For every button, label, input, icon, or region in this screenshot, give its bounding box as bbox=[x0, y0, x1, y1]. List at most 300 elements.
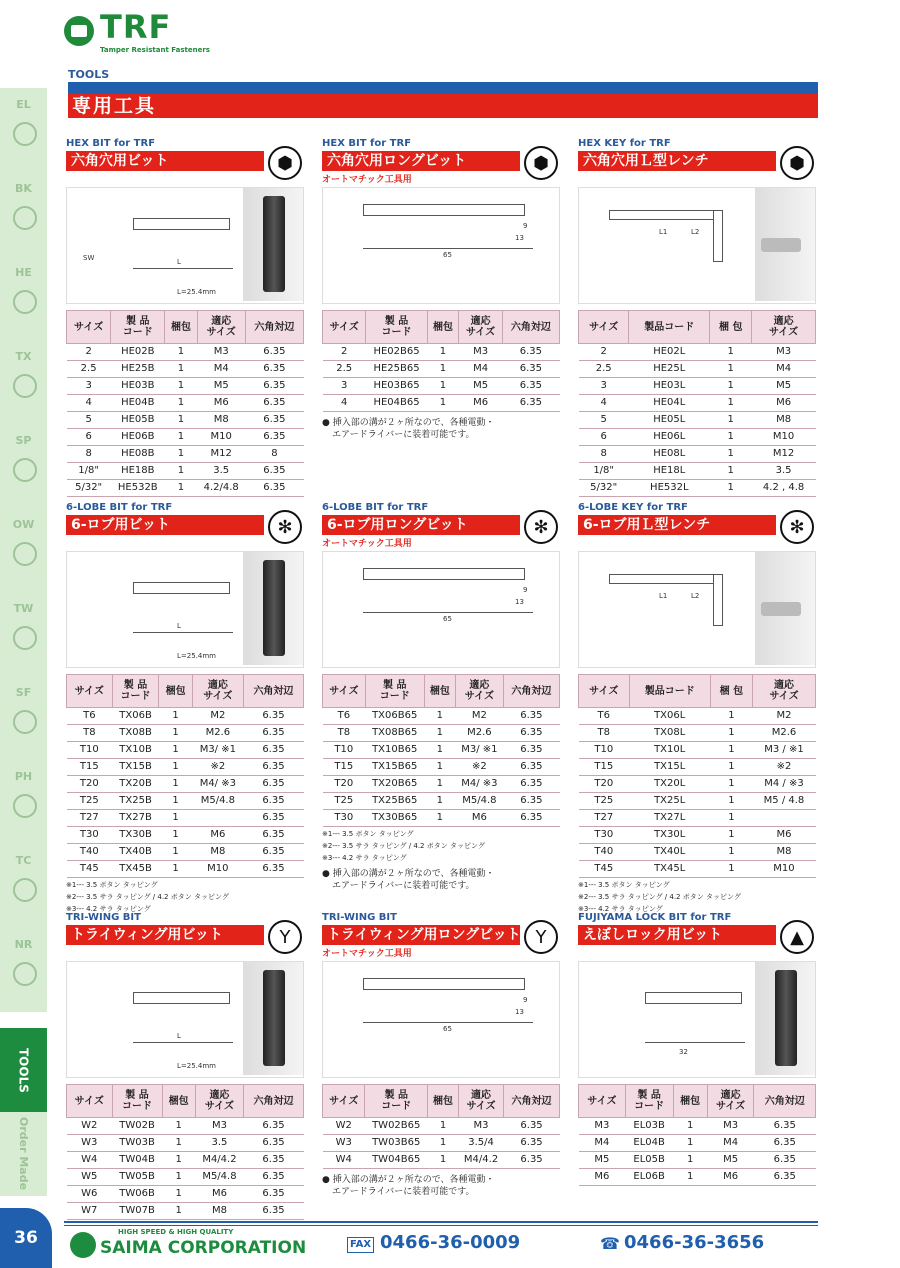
table-cell: M5 bbox=[459, 378, 502, 395]
table-row bbox=[579, 361, 816, 378]
table-cell: 1 bbox=[159, 776, 192, 793]
table-cell: 3 bbox=[323, 378, 366, 395]
table-cell: HE25B bbox=[111, 361, 165, 378]
table-cell: 2 bbox=[323, 344, 366, 361]
block-note: ● 挿入部の溝が２ヶ所なので、各種電動・ bbox=[322, 1175, 495, 1185]
footnote: ※2--- 3.5 サラ タッピング / 4.2 ボタン タッピング bbox=[66, 893, 229, 901]
table-header: サイズ bbox=[579, 1085, 626, 1118]
table-row bbox=[579, 810, 816, 827]
table-cell: 3.5 bbox=[752, 463, 816, 480]
table-cell: TX15B65 bbox=[365, 759, 424, 776]
table-cell: M2.6 bbox=[192, 725, 243, 742]
table-cell: 1 bbox=[673, 1135, 707, 1152]
hex-socket-icon: ⬢ bbox=[780, 146, 814, 180]
footer-company: SAIMA CORPORATION bbox=[100, 1238, 307, 1258]
table-cell: 1 bbox=[710, 344, 752, 361]
table-cell: 1 bbox=[710, 480, 752, 497]
table-cell: M4 bbox=[459, 361, 502, 378]
table-row bbox=[67, 446, 304, 463]
table-cell: 2.5 bbox=[67, 361, 111, 378]
table-cell: M3 bbox=[707, 1118, 754, 1135]
side-tab-4[interactable] bbox=[0, 424, 47, 510]
table-row bbox=[67, 480, 304, 497]
table-cell: 6.35 bbox=[243, 810, 303, 827]
table-cell: HE532L bbox=[629, 480, 710, 497]
product-photo bbox=[755, 552, 815, 665]
table-row bbox=[579, 1152, 816, 1169]
table-row bbox=[67, 844, 304, 861]
table-cell: 6.35 bbox=[502, 361, 559, 378]
table-header: 製品コード bbox=[629, 311, 710, 344]
table-cell: 6.35 bbox=[243, 759, 303, 776]
table-header: 適応 サイズ bbox=[459, 1085, 504, 1118]
dim-label: 13 bbox=[515, 598, 524, 606]
table-row bbox=[579, 742, 816, 759]
table-cell: M10 bbox=[192, 861, 243, 878]
table-cell: TX08B bbox=[112, 725, 159, 742]
product-photo bbox=[755, 962, 815, 1075]
table-cell: 1 bbox=[710, 742, 752, 759]
block-title-bar bbox=[66, 925, 264, 945]
table-cell: EL05B bbox=[625, 1152, 673, 1169]
table-cell: 1 bbox=[427, 361, 459, 378]
footnote: ※1--- 3.5 ボタン タッピング bbox=[578, 881, 670, 889]
telephone-icon: ☎ bbox=[600, 1234, 620, 1253]
table-cell: 1 bbox=[673, 1152, 707, 1169]
side-tab-1[interactable] bbox=[0, 172, 47, 258]
block-subtitle: オートマチック工具用 bbox=[322, 175, 412, 185]
table-cell: TX25B65 bbox=[365, 793, 424, 810]
side-tab-6[interactable] bbox=[0, 592, 47, 678]
table-cell: 6.35 bbox=[754, 1135, 816, 1152]
dim-label: 65 bbox=[443, 1025, 452, 1033]
table-cell: TW02B bbox=[112, 1118, 162, 1135]
table-cell: M4 bbox=[707, 1135, 754, 1152]
table-cell: T15 bbox=[323, 759, 366, 776]
table-cell: M4 bbox=[752, 361, 816, 378]
table-cell: T20 bbox=[67, 776, 113, 793]
table-cell: ※2 bbox=[192, 759, 243, 776]
table-cell: HE04B65 bbox=[366, 395, 427, 412]
table-row bbox=[323, 776, 560, 793]
block-japanese-title: えぼしロック用ビット bbox=[583, 927, 723, 943]
table-row bbox=[67, 1118, 304, 1135]
table-cell: M12 bbox=[752, 446, 816, 463]
table-cell: 3 bbox=[67, 378, 111, 395]
table-header: 適応 サイズ bbox=[195, 1085, 243, 1118]
table-cell: HE05B bbox=[111, 412, 165, 429]
table-cell: HE18L bbox=[629, 463, 710, 480]
table-header: 製 品 コード bbox=[111, 311, 165, 344]
table-header: 六角対辺 bbox=[754, 1085, 816, 1118]
side-tab-9[interactable] bbox=[0, 844, 47, 930]
table-cell: M6 bbox=[707, 1169, 754, 1186]
spec-table bbox=[66, 310, 304, 497]
table-row bbox=[323, 759, 560, 776]
table-header: 適応 サイズ bbox=[459, 311, 502, 344]
table-cell: 1 bbox=[165, 480, 197, 497]
block-subtitle bbox=[66, 946, 304, 958]
technical-drawing bbox=[322, 961, 560, 1078]
table-cell: W7 bbox=[67, 1203, 113, 1220]
table-cell: 1 bbox=[159, 759, 192, 776]
footnote: ※2--- 3.5 サラ タッピング / 4.2 ボタン タッピング bbox=[578, 893, 741, 901]
block-japanese-title: 6-ロブ用ビット bbox=[71, 517, 170, 533]
table-cell: 1 bbox=[427, 344, 459, 361]
table-cell: M5 bbox=[707, 1152, 754, 1169]
table-cell: 6.35 bbox=[243, 708, 303, 725]
table-cell: 1 bbox=[159, 810, 192, 827]
table-cell: T8 bbox=[323, 725, 366, 742]
table-row bbox=[579, 1135, 816, 1152]
table-cell: M4/4.2 bbox=[459, 1152, 504, 1169]
product-photo bbox=[243, 188, 303, 301]
table-cell: EL03B bbox=[625, 1118, 673, 1135]
table-cell: 4 bbox=[323, 395, 366, 412]
table-cell: M8 bbox=[192, 844, 243, 861]
table-row bbox=[323, 344, 560, 361]
spec-table bbox=[66, 1084, 304, 1220]
table-row bbox=[579, 725, 816, 742]
table-cell: 1 bbox=[159, 742, 192, 759]
product-block bbox=[578, 912, 816, 1186]
side-tab-10[interactable] bbox=[0, 928, 47, 1014]
block-subtitle bbox=[66, 172, 304, 184]
table-header: 製 品 コード bbox=[365, 1085, 428, 1118]
table-row bbox=[67, 742, 304, 759]
saima-logo-icon bbox=[70, 1232, 96, 1258]
block-title-bar bbox=[322, 925, 520, 945]
side-tab-8[interactable] bbox=[0, 760, 47, 846]
table-cell: 8 bbox=[67, 446, 111, 463]
table-cell: 3.5/4 bbox=[459, 1135, 504, 1152]
table-cell: 1 bbox=[162, 1203, 195, 1220]
six-lobe-icon: ✻ bbox=[268, 510, 302, 544]
table-cell: W6 bbox=[67, 1186, 113, 1203]
block-note: エアードライバーに装着可能です。 bbox=[332, 881, 475, 891]
screw-head-icon bbox=[13, 878, 37, 902]
dim-label: 13 bbox=[515, 1008, 524, 1016]
block-english-title: 6-LOBE KEY for TRF bbox=[578, 502, 688, 513]
table-cell: 3.5 bbox=[197, 463, 245, 480]
table-cell: 1 bbox=[427, 395, 459, 412]
table-row bbox=[579, 395, 816, 412]
table-cell: 1 bbox=[159, 861, 192, 878]
screw-head-icon bbox=[13, 206, 37, 230]
table-cell: M4/ ※3 bbox=[455, 776, 503, 793]
screw-head-icon bbox=[13, 710, 37, 734]
table-cell: M5/4.8 bbox=[195, 1169, 243, 1186]
table-cell: T8 bbox=[579, 725, 630, 742]
table-cell: 1 bbox=[710, 810, 752, 827]
table-cell: 1 bbox=[159, 793, 192, 810]
table-cell: M4/4.2 bbox=[195, 1152, 243, 1169]
side-tab-11[interactable] bbox=[0, 1028, 47, 1114]
table-cell: 1 bbox=[710, 378, 752, 395]
table-header: サイズ bbox=[323, 1085, 365, 1118]
table-header: 製品コード bbox=[629, 675, 710, 708]
table-cell: 6.35 bbox=[503, 793, 559, 810]
block-title-bar bbox=[578, 925, 776, 945]
footer-rule bbox=[64, 1221, 818, 1223]
table-cell: 1 bbox=[710, 429, 752, 446]
table-row bbox=[579, 759, 816, 776]
block-title-bar bbox=[66, 151, 264, 171]
footnote: ※1--- 3.5 ボタン タッピング bbox=[322, 830, 414, 838]
table-cell: T27 bbox=[579, 810, 630, 827]
block-note: ● 挿入部の溝が２ヶ所なので、各種電動・ bbox=[322, 869, 495, 879]
table-row bbox=[67, 412, 304, 429]
table-cell: 6.35 bbox=[504, 1152, 560, 1169]
spec-table bbox=[578, 674, 816, 878]
table-header: 製 品 コード bbox=[366, 311, 427, 344]
dim-label: L bbox=[177, 258, 181, 266]
table-cell: TX45B bbox=[112, 861, 159, 878]
table-cell: T20 bbox=[323, 776, 366, 793]
table-row bbox=[323, 1152, 560, 1169]
table-cell: 1 bbox=[710, 395, 752, 412]
table-cell: TX20L bbox=[629, 776, 710, 793]
technical-drawing bbox=[66, 551, 304, 668]
table-cell: TW03B bbox=[112, 1135, 162, 1152]
table-row bbox=[67, 1169, 304, 1186]
table-cell: 1 bbox=[710, 361, 752, 378]
table-row bbox=[67, 810, 304, 827]
table-cell: 1 bbox=[673, 1118, 707, 1135]
table-cell: T8 bbox=[67, 725, 113, 742]
table-header: 梱包 bbox=[427, 311, 459, 344]
table-cell: 1 bbox=[159, 725, 192, 742]
screw-head-icon bbox=[13, 458, 37, 482]
table-cell: HE08L bbox=[629, 446, 710, 463]
table-cell: 5 bbox=[579, 412, 629, 429]
table-header: 製 品 コード bbox=[625, 1085, 673, 1118]
table-row bbox=[67, 429, 304, 446]
table-cell: M3 bbox=[197, 344, 245, 361]
table-cell: T25 bbox=[579, 793, 630, 810]
block-note: ● 挿入部の溝が２ヶ所なので、各種電動・ bbox=[322, 418, 495, 428]
table-cell: 5/32" bbox=[579, 480, 629, 497]
side-tab-label: EL bbox=[16, 98, 31, 111]
table-cell: TW06B bbox=[112, 1186, 162, 1203]
table-cell: TX08B65 bbox=[365, 725, 424, 742]
table-cell: 6.35 bbox=[244, 1118, 304, 1135]
table-cell: TX25B bbox=[112, 793, 159, 810]
table-cell: M2.6 bbox=[455, 725, 503, 742]
table-cell: M3 / ※1 bbox=[752, 742, 815, 759]
side-tab-12[interactable] bbox=[0, 1112, 47, 1198]
table-cell: 6.35 bbox=[502, 378, 559, 395]
table-cell: 1 bbox=[159, 708, 192, 725]
table-cell: 6 bbox=[67, 429, 111, 446]
table-cell: 1 bbox=[162, 1118, 195, 1135]
side-tab-label: NR bbox=[14, 938, 33, 951]
table-cell: M8 bbox=[197, 412, 245, 429]
table-row bbox=[323, 725, 560, 742]
table-cell: TX25L bbox=[629, 793, 710, 810]
table-cell: 1 bbox=[165, 463, 197, 480]
table-cell: TX06B bbox=[112, 708, 159, 725]
table-cell: 6.35 bbox=[754, 1152, 816, 1169]
footnote: ※3--- 4.2 サラ タッピング bbox=[66, 905, 151, 913]
product-block bbox=[322, 138, 560, 441]
table-row bbox=[323, 395, 560, 412]
table-cell: T30 bbox=[67, 827, 113, 844]
side-tab-0[interactable] bbox=[0, 88, 47, 174]
side-tab-2[interactable] bbox=[0, 256, 47, 342]
table-cell: M12 bbox=[197, 446, 245, 463]
table-cell: 6.35 bbox=[503, 742, 559, 759]
table-cell: 6.35 bbox=[502, 395, 559, 412]
table-cell: M6 bbox=[192, 827, 243, 844]
table-cell: W5 bbox=[67, 1169, 113, 1186]
table-row bbox=[579, 1169, 816, 1186]
table-header: 適応 サイズ bbox=[197, 311, 245, 344]
table-cell: M2 bbox=[455, 708, 503, 725]
block-english-title: FUJIYAMA LOCK BIT for TRF bbox=[578, 912, 732, 923]
table-row bbox=[579, 844, 816, 861]
side-tab-3[interactable] bbox=[0, 340, 47, 426]
table-cell: 1 bbox=[165, 429, 197, 446]
dim-label: L1 bbox=[659, 228, 668, 236]
table-cell: TX06L bbox=[629, 708, 710, 725]
table-cell: 6.35 bbox=[754, 1169, 816, 1186]
table-cell: 6.35 bbox=[244, 1169, 304, 1186]
dim-label: 9 bbox=[523, 996, 528, 1004]
table-row bbox=[67, 361, 304, 378]
table-header: 梱 包 bbox=[710, 675, 752, 708]
table-cell: 6.35 bbox=[243, 742, 303, 759]
table-header: 梱包 bbox=[162, 1085, 195, 1118]
trf-logo bbox=[64, 8, 244, 54]
table-cell: 1 bbox=[162, 1186, 195, 1203]
table-cell: M2 bbox=[752, 708, 815, 725]
technical-drawing bbox=[322, 187, 560, 304]
header-blue-bar bbox=[68, 82, 818, 94]
dim-label: 65 bbox=[443, 251, 452, 259]
table-row bbox=[67, 463, 304, 480]
table-row bbox=[67, 1186, 304, 1203]
table-row bbox=[579, 463, 816, 480]
product-block bbox=[322, 502, 560, 892]
block-english-title: HEX BIT for TRF bbox=[66, 138, 156, 149]
table-cell: T30 bbox=[323, 810, 366, 827]
table-cell: W4 bbox=[67, 1152, 113, 1169]
table-cell: T15 bbox=[67, 759, 113, 776]
table-row bbox=[67, 395, 304, 412]
table-cell: M6 bbox=[197, 395, 245, 412]
table-cell bbox=[192, 810, 243, 827]
table-header: 製 品 コード bbox=[112, 1085, 162, 1118]
table-cell: 6.35 bbox=[245, 395, 303, 412]
side-tab-5[interactable] bbox=[0, 508, 47, 594]
table-cell: HE05L bbox=[629, 412, 710, 429]
table-cell: HE03L bbox=[629, 378, 710, 395]
table-cell: M6 bbox=[752, 827, 815, 844]
table-row bbox=[579, 708, 816, 725]
table-cell: T20 bbox=[579, 776, 630, 793]
table-cell: 1 bbox=[424, 708, 455, 725]
side-tab-7[interactable] bbox=[0, 676, 47, 762]
table-row bbox=[323, 793, 560, 810]
six-lobe-icon: ✻ bbox=[780, 510, 814, 544]
product-photo bbox=[243, 962, 303, 1075]
table-cell: 8 bbox=[579, 446, 629, 463]
footnote: ※3--- 4.2 サラ タッピング bbox=[578, 905, 663, 913]
side-tab-label: HE bbox=[15, 266, 32, 279]
table-header: 製 品 コード bbox=[365, 675, 424, 708]
table-header: 梱 包 bbox=[710, 311, 752, 344]
table-cell: M2 bbox=[192, 708, 243, 725]
table-cell: M5 bbox=[197, 378, 245, 395]
dim-label: L1 bbox=[659, 592, 668, 600]
screw-head-icon bbox=[13, 374, 37, 398]
table-cell: 3.5 bbox=[195, 1135, 243, 1152]
spec-table bbox=[578, 1084, 816, 1186]
table-cell: 1 bbox=[165, 344, 197, 361]
footnote: ※2--- 3.5 サラ タッピング / 4.2 ボタン タッピング bbox=[322, 842, 485, 850]
table-cell: 1 bbox=[710, 793, 752, 810]
table-cell: 1 bbox=[424, 776, 455, 793]
dim-label: SW bbox=[83, 254, 95, 262]
block-japanese-title: 6-ロブ用ロングビット bbox=[327, 517, 468, 533]
table-cell: W3 bbox=[323, 1135, 365, 1152]
technical-drawing bbox=[66, 187, 304, 304]
table-header: 梱包 bbox=[427, 1085, 458, 1118]
spec-table bbox=[66, 674, 304, 878]
table-cell: T6 bbox=[67, 708, 113, 725]
page-title: 専用工具 bbox=[72, 95, 157, 117]
table-cell: 6.35 bbox=[245, 463, 303, 480]
table-cell: T25 bbox=[67, 793, 113, 810]
table-cell: TX30L bbox=[629, 827, 710, 844]
table-row bbox=[67, 1152, 304, 1169]
footer-rule-thin bbox=[64, 1225, 818, 1226]
product-block bbox=[322, 912, 560, 1198]
table-cell: 5/32" bbox=[67, 480, 111, 497]
table-row bbox=[323, 361, 560, 378]
table-row bbox=[579, 793, 816, 810]
block-title-bar bbox=[578, 151, 776, 171]
table-cell: HE02L bbox=[629, 344, 710, 361]
screw-head-icon bbox=[13, 962, 37, 986]
tri-wing-icon: Y bbox=[268, 920, 302, 954]
table-cell: HE04L bbox=[629, 395, 710, 412]
table-cell: 1 bbox=[162, 1169, 195, 1186]
table-cell: HE06L bbox=[629, 429, 710, 446]
table-row bbox=[579, 429, 816, 446]
section-tag: TOOLS bbox=[68, 68, 110, 81]
table-header: 六角対辺 bbox=[245, 311, 303, 344]
table-cell: 1 bbox=[427, 1135, 458, 1152]
table-cell: ※2 bbox=[752, 759, 815, 776]
table-cell: T30 bbox=[579, 827, 630, 844]
table-cell: HE04B bbox=[111, 395, 165, 412]
table-cell: HE02B bbox=[111, 344, 165, 361]
table-row bbox=[323, 708, 560, 725]
table-cell: 6.35 bbox=[244, 1186, 304, 1203]
table-cell: 1 bbox=[165, 378, 197, 395]
dim-note: L=25.4mm bbox=[177, 1062, 216, 1070]
table-cell: T27 bbox=[67, 810, 113, 827]
table-header: 製 品 コード bbox=[112, 675, 159, 708]
table-cell: TX10L bbox=[629, 742, 710, 759]
table-cell: 1 bbox=[424, 759, 455, 776]
table-cell: M5 / 4.8 bbox=[752, 793, 815, 810]
table-cell: TX27L bbox=[629, 810, 710, 827]
table-cell: 4 bbox=[579, 395, 629, 412]
table-cell: M4 bbox=[579, 1135, 626, 1152]
